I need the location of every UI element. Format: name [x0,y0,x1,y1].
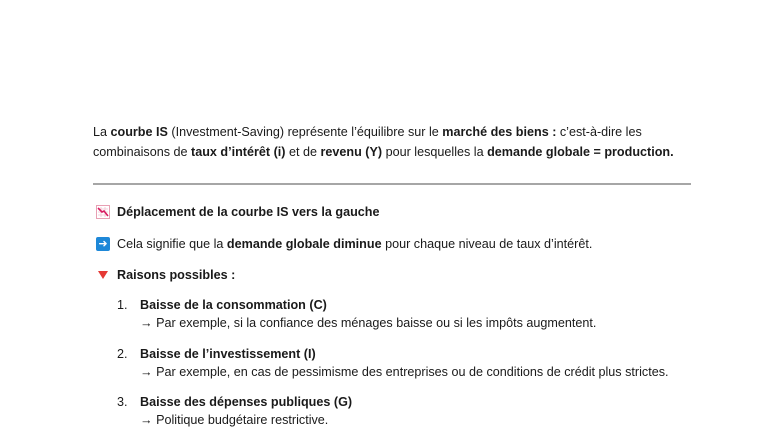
intro-paragraph [93,122,713,162]
list-item-detail: → Par exemple, si la confiance des ménages baisse ou si les impôts augmentent. [140,316,597,330]
intro-bold: taux d’intérêt (i) [191,145,286,159]
intro-bold: marché des biens : [442,125,557,139]
section-heading-text: Déplacement de la courbe IS vers la gauche [117,205,380,219]
list-number: 2. [117,347,128,361]
list-number: 1. [117,298,128,312]
meaning-text: pour chaque niveau de taux d’intérêt. [385,237,593,251]
chart-decreasing-icon [96,205,110,219]
reasons-label: Raisons possibles : [117,268,236,282]
right-arrow-icon: ➜ [96,237,110,251]
meaning-text: Cela signifie que la [117,237,224,251]
list-item [117,393,352,429]
intro-text: pour lesquelles la [382,145,488,159]
intro-text: La [93,125,111,139]
intro-text: (Investment-Saving) représente l’équilibre sur le [167,125,443,139]
intro-bold: demande globale = production. [487,145,674,159]
list-item [117,345,669,381]
list-item-detail: → Par exemple, en cas de pessimisme des entreprises ou de conditions de crédit plus strictes. [140,365,669,379]
reasons-heading [96,267,235,283]
meaning-line [96,236,592,252]
intro-bold: courbe IS [110,125,168,139]
intro-bold: revenu (Y) [320,145,383,159]
meaning-bold: demande globale diminue [226,237,382,251]
red-triangle-down-icon [98,271,108,279]
list-item [117,296,596,332]
list-item-detail: → Politique budgétaire restrictive. [140,413,329,427]
intro-text: c’est-à-dire les combinaisons de [93,125,642,159]
list-item-title: Baisse de la consommation (C) [140,298,327,312]
list-item-title: Baisse de l’investissement (I) [140,347,316,361]
list-item-title: Baisse des dépenses publiques (G) [140,395,353,409]
intro-text: et de [285,145,321,159]
section-heading [96,204,379,220]
horizontal-divider [93,183,691,185]
list-number: 3. [117,395,128,409]
